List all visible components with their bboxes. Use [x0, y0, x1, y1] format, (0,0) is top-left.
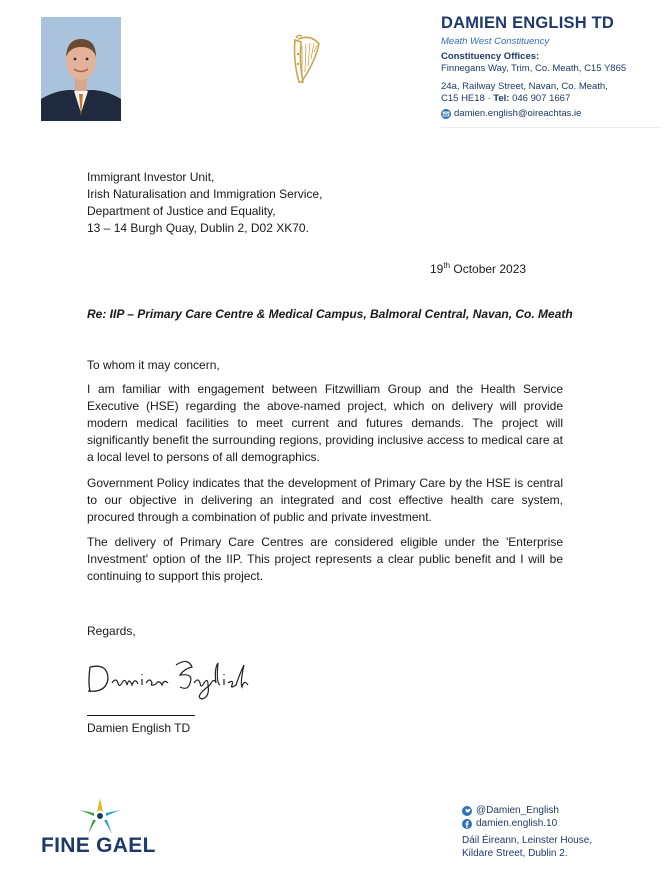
header-divider: [441, 127, 661, 128]
address-line: Irish Naturalisation and Immigration Service,: [87, 187, 323, 201]
facebook-icon: [462, 819, 472, 829]
office-address-trim: Finnegans Way, Trim, Co. Meath, C15 Y865: [441, 63, 627, 74]
signature-line: [87, 715, 195, 716]
twitter-row[interactable]: [462, 804, 652, 817]
date-suffix: th: [443, 261, 451, 270]
letter-date: [430, 257, 526, 278]
address-line: Immigrant Investor Unit,: [87, 170, 215, 184]
fine-gael-wordmark: FINE GAEL: [41, 834, 156, 857]
office-address-navan-line2: [441, 93, 661, 105]
constituency-label: Meath West Constituency: [441, 36, 550, 47]
office-address-navan: 24a, Railway Street, Navan, Co. Meath,: [441, 81, 608, 92]
facebook-row[interactable]: [462, 817, 652, 830]
offices-label: Constituency Offices:: [441, 51, 540, 62]
portrait-photo: [41, 17, 121, 121]
email-address[interactable]: damien.english@oireachtas.ie: [454, 108, 582, 119]
footer-contact-block: [462, 804, 652, 860]
closing: Regards,: [87, 624, 136, 638]
date-month-year: October 2023: [450, 262, 527, 276]
fine-gael-star-logo: [78, 796, 122, 836]
tel-label: Tel:: [493, 93, 510, 104]
body-paragraph: The delivery of Primary Care Centres are considered eligible under the 'Enterprise Investment' option of the IIP. This project represents a clear public benefit and I will be continuing to support this project.: [87, 535, 563, 583]
address-line: 13 – 14 Burgh Quay, Dublin 2, D02 XK70.: [87, 221, 309, 235]
subject-line: Re: IIP – Primary Care Centre & Medical Campus, Balmoral Central, Navan, Co. Meath: [87, 307, 573, 321]
recipient-address: [87, 169, 322, 237]
twitter-icon: [462, 806, 472, 816]
office-eircode: C15 HE18 ·: [441, 93, 491, 104]
letterhead-contact-block: [441, 13, 661, 120]
twitter-handle[interactable]: @Damien_English: [476, 805, 559, 816]
email-row[interactable]: [441, 108, 661, 120]
letterhead-name: DAMIEN ENGLISH TD: [441, 14, 614, 32]
body-paragraph: I am familiar with engagement between Fitzwilliam Group and the Health Service Executive (HSE) regarding the above-named project, which on delivery will provide modern medical facilities to meet current and futures demands. The project will significantly benefit the surrounding regions, providing inclusive access to medical care at a local level to persons of all demographics.: [87, 382, 563, 464]
salutation: To whom it may concern,: [87, 358, 220, 372]
footer-address-line: Kildare Street, Dublin 2.: [462, 848, 568, 859]
tel-number: 046 907 1667: [512, 93, 571, 104]
email-icon: [441, 109, 451, 119]
harp-crest: [289, 32, 325, 88]
signer-name: Damien English TD: [87, 721, 191, 735]
body-paragraph: Government Policy indicates that the development of Primary Care by the HSE is central to our objective in delivering an integrated and cost effective health care system, procured through a combination of public and private investment.: [87, 476, 563, 524]
facebook-handle[interactable]: damien.english.10: [476, 818, 558, 829]
address-line: Department of Justice and Equality,: [87, 204, 276, 218]
handwritten-signature: [84, 653, 254, 701]
date-day: 19: [430, 262, 444, 276]
footer-address-line: Dáil Éireann, Leinster House,: [462, 835, 593, 846]
